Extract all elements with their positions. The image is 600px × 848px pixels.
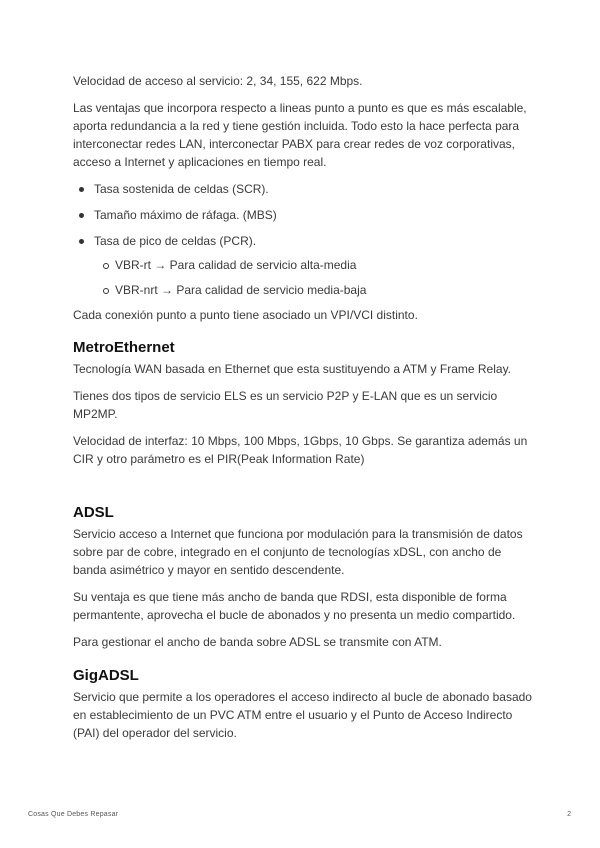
gigadsl-heading: GigADSL	[73, 667, 139, 684]
bullet-ring-icon	[103, 263, 109, 269]
metroethernet-heading: MetroEthernet	[73, 339, 175, 356]
advantages-paragraph: Las ventajas que incorpora respecto a lineas punto a punto es que es más escalable, aporta redundancia a la red y tiene gestión incluida. Todo esto la hace perfecta para interconectar redes LAN, interconectar PABX para crear redes de voz corporativas, acceso a Internet y aplicaciones en tiempo real.	[73, 101, 527, 169]
bullet-dot-icon	[79, 187, 84, 192]
sub-bullet-text: VBR-rt → Para calidad de servicio alta-media	[115, 258, 357, 272]
adsl-p1: Servicio acceso a Internet que funciona por modulación para la transmisión de datos sobre par de cobre, integrado en el conjunto de tecnologías xDSL, con ancho de banda asimétrico y mayor en sentido descendente.	[73, 527, 523, 577]
metroethernet-p3: Velocidad de interfaz: 10 Mbps, 100 Mbps, 1Gbps, 10 Gbps. Se garantiza además un CIR y otro parámetro es el PIR(Peak Information Rate)	[73, 434, 528, 466]
sub-bullet-list	[73, 256, 533, 299]
adsl-p2: Su ventaja es que tiene más ancho de banda que RDSI, esta disponible de forma permantente, aprovecha el bucle de abonados y no presenta un medio compartido.	[73, 590, 516, 622]
bullet-dot-icon	[79, 239, 84, 244]
bullet-item	[73, 232, 533, 250]
bullet-text: Tasa de pico de celdas (PCR).	[94, 234, 257, 248]
speed-paragraph: Velocidad de acceso al servicio: 2, 34, 155, 622 Mbps.	[73, 74, 363, 88]
document-page	[73, 72, 533, 751]
page-number: 2	[567, 811, 571, 818]
adsl-heading: ADSL	[73, 504, 114, 521]
bullet-text: Tamaño máximo de ráfaga. (MBS)	[94, 208, 277, 222]
vpi-paragraph: Cada conexión punto a punto tiene asociado un VPI/VCI distinto.	[73, 308, 418, 322]
bullet-text: Tasa sostenida de celdas (SCR).	[94, 182, 269, 196]
sub-bullet-text: VBR-nrt → Para calidad de servicio media-baja	[115, 283, 367, 297]
metroethernet-p1: Tecnología WAN basada en Ethernet que esta sustituyendo a ATM y Frame Relay.	[73, 362, 512, 376]
bullet-item	[73, 180, 533, 198]
bullet-list	[73, 180, 533, 250]
spacer	[73, 477, 533, 503]
footer-title: Cosas Que Debes Repasar	[28, 811, 119, 818]
gigadsl-p1: Servicio que permite a los operadores el acceso indirecto al bucle de abonado basado en establecimiento de un PVC ATM entre el usuario y el Punto de Acceso Indirecto (PAI) del operador del servicio.	[73, 690, 532, 740]
bullet-item	[73, 206, 533, 224]
adsl-p3: Para gestionar el ancho de banda sobre ADSL se transmite con ATM.	[73, 635, 442, 649]
bullet-dot-icon	[79, 213, 84, 218]
bullet-ring-icon	[103, 288, 109, 294]
sub-bullet-item	[73, 256, 533, 274]
sub-bullet-item	[73, 281, 533, 299]
metroethernet-p2: Tienes dos tipos de servicio ELS es un servicio P2P y E-LAN que es un servicio MP2MP.	[73, 389, 498, 421]
